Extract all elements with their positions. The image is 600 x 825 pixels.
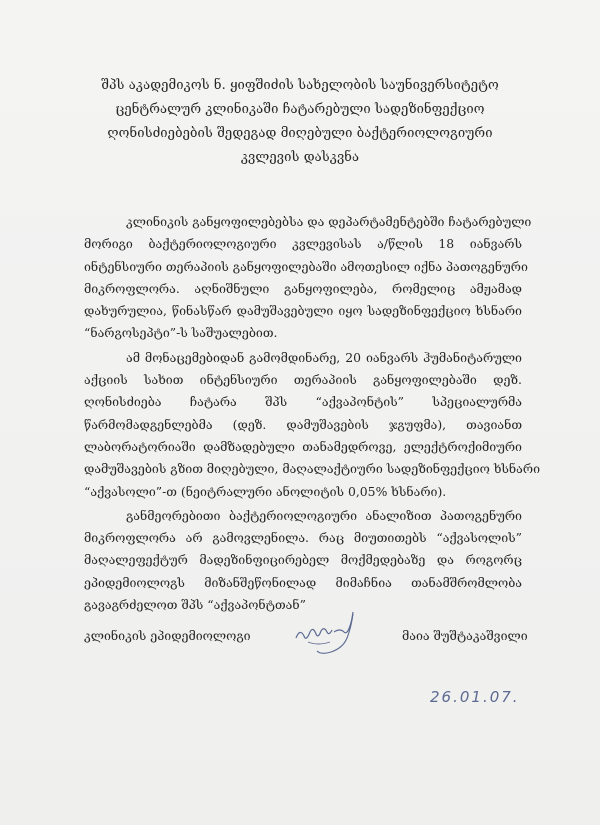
title-line: შპს აკადემიკოს ნ. ყიფშიძის სახელობის საუნივერსიტეტო	[101, 78, 499, 93]
text-line: ინტენსიური თერაპიის განყოფილებაში ამოთესილ იქნა პათოგენური	[84, 258, 528, 274]
document-body	[84, 211, 541, 618]
handwritten-signature-icon	[290, 608, 370, 658]
text-line: დახურულია, წინასწარ დამუშავებული იყო სადეზინფექციო ხსნარი	[84, 303, 522, 319]
text-line: ლაბორატორიაში დამზადებული თანამედროვე, ელექტროქიმიური	[84, 438, 522, 454]
text-line: “აქვასოლი”-თ (ნეიტრალური ანოლიტის 0,05% ხსნარი).	[84, 483, 447, 499]
title-line: ცენტრალურ კლინიკაში ჩატარებული სადეზინფექციო	[115, 102, 485, 117]
text-line: აქციის სახით ინტენსიური თერაპიის განყოფილებაში დეზ.	[84, 372, 522, 388]
text-line: მორიგი ბაქტერიოლოგიური კვლევისას ა/წლის 18 იანვარს	[84, 236, 522, 252]
paragraph-3	[84, 505, 522, 616]
text-line: კლინიკის განყოფილებებსა და დეპარტამენტებში ჩატარებული	[126, 214, 532, 229]
document-title	[60, 74, 540, 170]
signatory-role: კლინიკის ეპიდემიოლოგი	[84, 628, 251, 643]
paragraph-1	[84, 211, 532, 345]
text-line: ამ მონაცემებიდან გამომდინარე, 20 იანვარს ჰუმანიტარული	[126, 349, 522, 365]
handwritten-date: 26.01.07.	[430, 688, 520, 706]
signatory-name: მაია შუშტაკაშვილი	[402, 628, 528, 643]
text-line: დამუშავების გზით მიღებული, მაღალაქტიური სადეზინფექციო ხსნარი	[84, 461, 541, 477]
text-line: “ნარგოსეპტი”-ს საშუალებით.	[84, 325, 278, 341]
text-line: მაღალეფექტურ მადეზინფიცირებელ მოქმედებაზე და როგორც	[84, 552, 522, 568]
text-line: მიკროფლორა. აღნიშნული განყოფილება, რომელიც ამჟამად	[84, 280, 522, 296]
paragraph-2	[84, 347, 541, 503]
text-line: წარმომადგენლებმა (დეზ. დამუშავების ჯგუფმა), თავიანთ	[84, 416, 522, 432]
text-line: ღონისძიება ჩატარა შპს “აქვაპონტის” სპეციალურმა	[84, 394, 522, 410]
title-line: ღონისძიებების შედეგად მიღებული ბაქტერიოლოგიური	[107, 126, 493, 141]
text-line: ეპიდემიოლოგს მიზანშეწონილად მიმაჩნია თანამშრომლობა	[84, 574, 522, 590]
text-line: გავაგრძელოთ შპს “აქვაპონტთან”	[84, 597, 306, 613]
title-line: კვლევის დასკვნა	[240, 150, 360, 165]
text-line: მიკროფლორა არ გამოვლენილა. რაც მიუთითებს “აქვასოლის”	[84, 530, 522, 546]
text-line: განმეორებითი ბაქტერიოლოგიური ანალიზით პათოგენური	[126, 507, 522, 523]
signature-block	[84, 622, 564, 662]
